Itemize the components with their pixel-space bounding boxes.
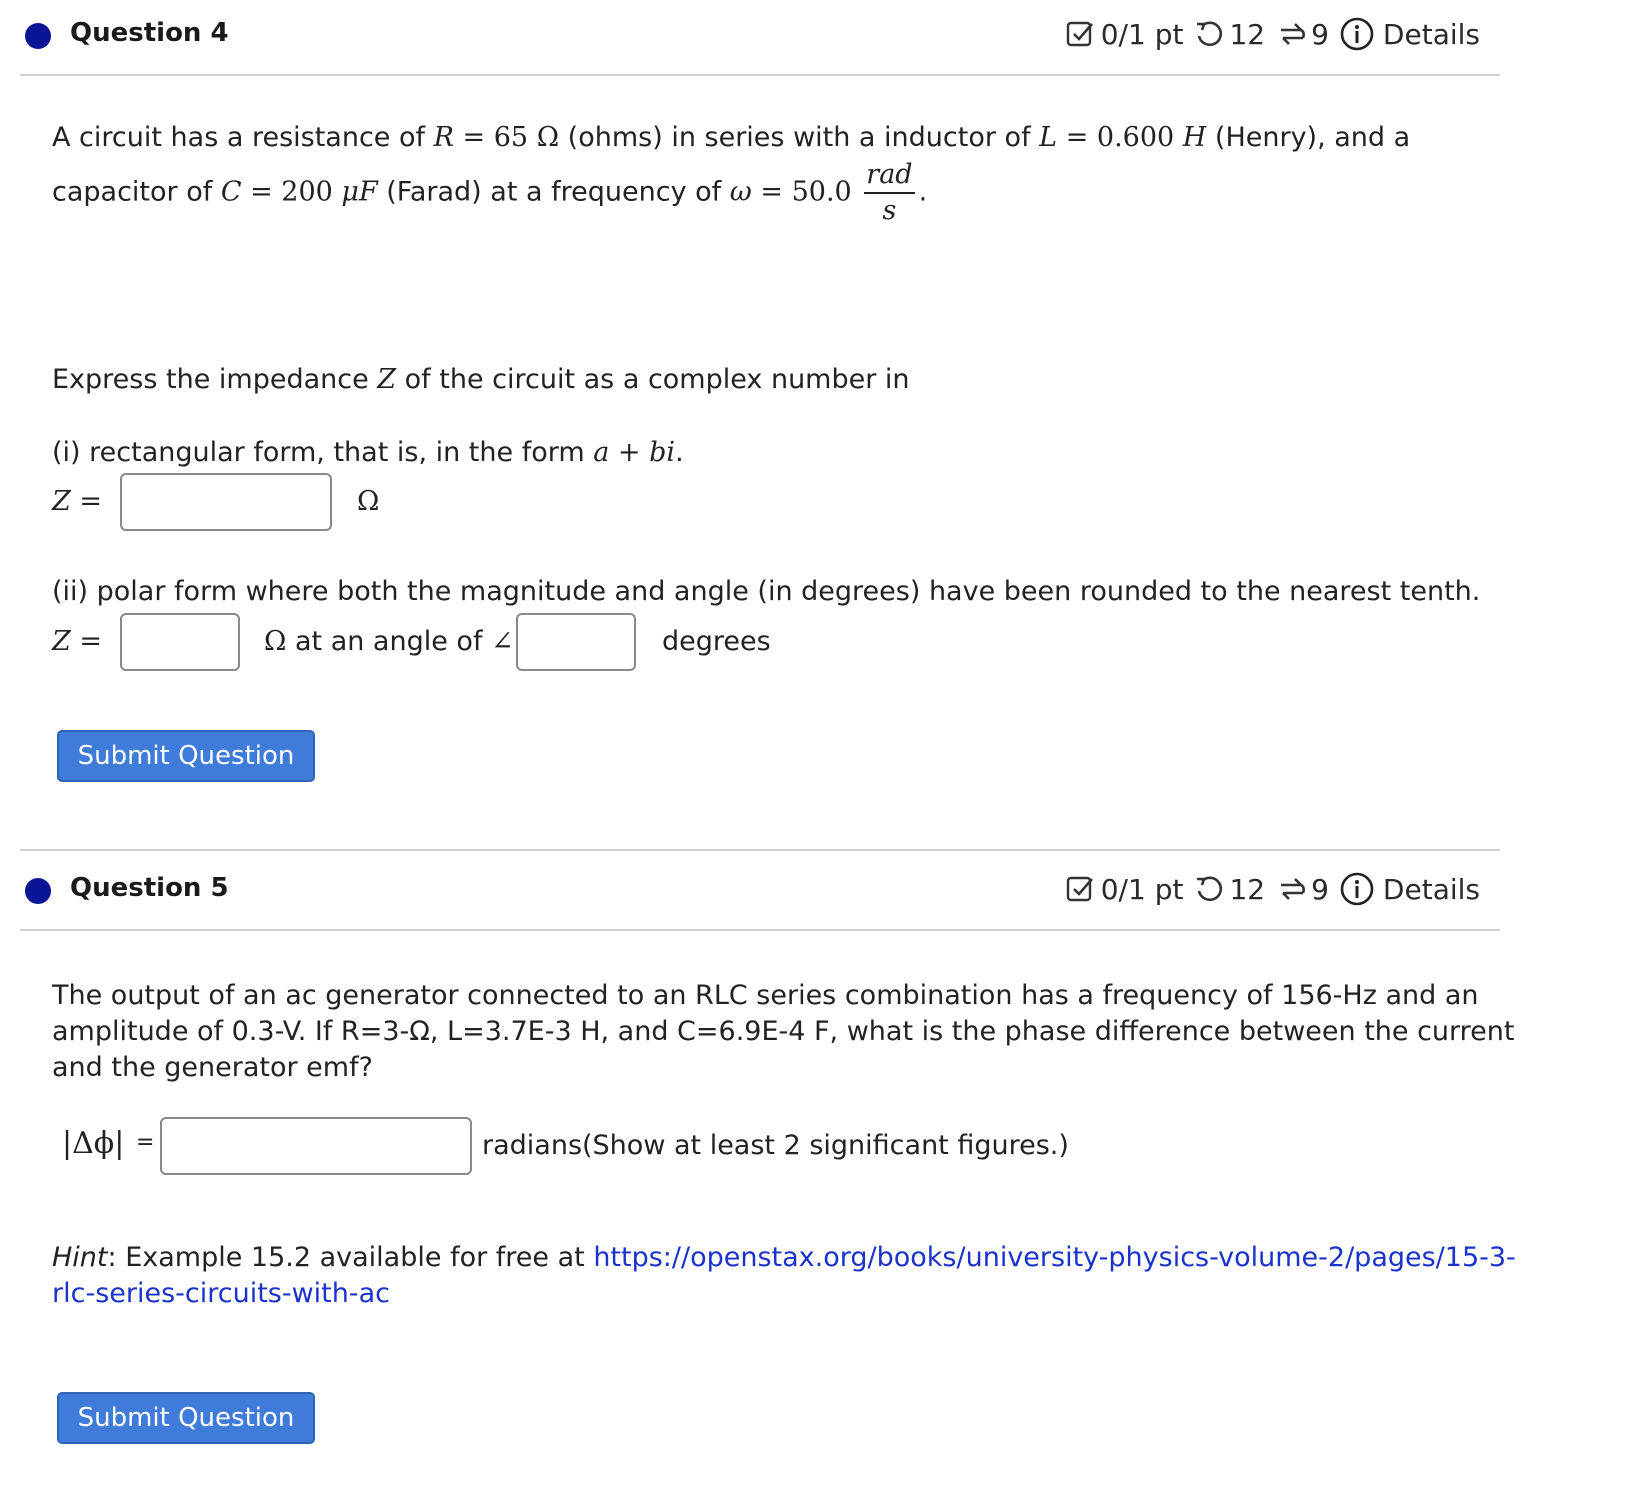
problem-line: The output of an ac generator connected to an RLC series combination has a frequency of 156-Hz and an bbox=[52, 980, 1479, 1011]
problem-line: amplitude of 0.3-V. If R=3-Ω, L=3.7E-3 H, and C=6.9E-4 F, what is the phase difference between the current bbox=[52, 1016, 1515, 1047]
attempts-icon bbox=[1275, 873, 1309, 905]
hint-label: Hint bbox=[52, 1242, 108, 1273]
part-i-label: (i) rectangular form, that is, in the form a + bi. bbox=[52, 437, 684, 468]
checkbox-icon bbox=[1065, 874, 1095, 904]
z-rect-unit: Ω bbox=[357, 486, 380, 517]
checkbox-icon bbox=[1065, 19, 1095, 49]
question-status-dot bbox=[25, 878, 51, 904]
attempts-count: 9 bbox=[1311, 872, 1329, 906]
degrees-label: degrees bbox=[662, 626, 771, 657]
answer-unit-text: radians(Show at least 2 significant figures.) bbox=[482, 1130, 1069, 1161]
phase-difference-input[interactable] bbox=[160, 1117, 472, 1175]
retries-count: 12 bbox=[1229, 872, 1266, 906]
retries-count: 12 bbox=[1229, 17, 1266, 51]
score-text: 0/1 pt bbox=[1100, 872, 1184, 906]
details-link[interactable]: Details bbox=[1382, 17, 1480, 51]
info-icon[interactable] bbox=[1339, 871, 1375, 907]
z-polar-label: Z = bbox=[52, 626, 102, 657]
omega-unit-fraction: $\frac{\text{rad}}{s}$ bbox=[866, 159, 913, 226]
question-4-line-2: capacitor of C = 200 μF (Farad) at a frequency of ω = 50.0 $\frac{\text{rad}}{s}$ . bbox=[52, 159, 928, 226]
phase-eq: = bbox=[136, 1130, 155, 1155]
attempts-icon bbox=[1275, 18, 1309, 50]
score-text: 0/1 pt bbox=[1100, 17, 1184, 51]
angle-text: Ω at an angle of ∠ bbox=[264, 626, 514, 657]
retry-icon bbox=[1193, 873, 1225, 905]
z-angle-input[interactable] bbox=[516, 613, 636, 671]
z-rectangular-input[interactable] bbox=[120, 473, 332, 531]
retry-icon bbox=[1193, 18, 1225, 50]
submit-question-4-button[interactable]: Submit Question bbox=[57, 730, 315, 782]
question-4-line-1: A circuit has a resistance of R = 65 Ω (ohms) in series with a inductor of L = 0.600 H (Henry), and a bbox=[52, 122, 1411, 153]
question-meta bbox=[1065, 16, 1480, 52]
question-title: Question 4 bbox=[70, 18, 229, 48]
section-divider bbox=[20, 849, 1500, 851]
problem-line: and the generator emf? bbox=[52, 1052, 373, 1083]
attempts-count: 9 bbox=[1311, 17, 1329, 51]
express-instruction: Express the impedance Z of the circuit as a complex number in bbox=[52, 364, 910, 395]
hint: Hint: Example 15.2 available for free at https://openstax.org/books/university-physics-volume-2/pages/15-3- rlc-series-circuits-with-ac bbox=[52, 1242, 1516, 1309]
phase-difference-label: |Δϕ| bbox=[62, 1126, 125, 1161]
info-icon[interactable] bbox=[1339, 16, 1375, 52]
question-status-dot bbox=[25, 23, 51, 49]
question-5-header bbox=[20, 855, 1500, 931]
angle-icon: ∠ bbox=[491, 626, 514, 657]
details-link[interactable]: Details bbox=[1382, 872, 1480, 906]
submit-question-5-button[interactable]: Submit Question bbox=[57, 1392, 315, 1444]
question-4-header bbox=[20, 0, 1500, 76]
openstax-link[interactable]: https://openstax.org/books/university-physics-volume-2/pages/15-3- bbox=[593, 1242, 1516, 1273]
question-meta bbox=[1065, 871, 1480, 907]
question-5-problem bbox=[52, 978, 1515, 1086]
part-ii-label: (ii) polar form where both the magnitude and angle (in degrees) have been rounded to the nearest tenth. bbox=[52, 576, 1481, 607]
question-title: Question 5 bbox=[70, 873, 229, 903]
z-rect-label: Z = bbox=[52, 486, 102, 517]
z-magnitude-input[interactable] bbox=[120, 613, 240, 671]
openstax-link-continued[interactable]: rlc-series-circuits-with-ac bbox=[52, 1278, 391, 1309]
